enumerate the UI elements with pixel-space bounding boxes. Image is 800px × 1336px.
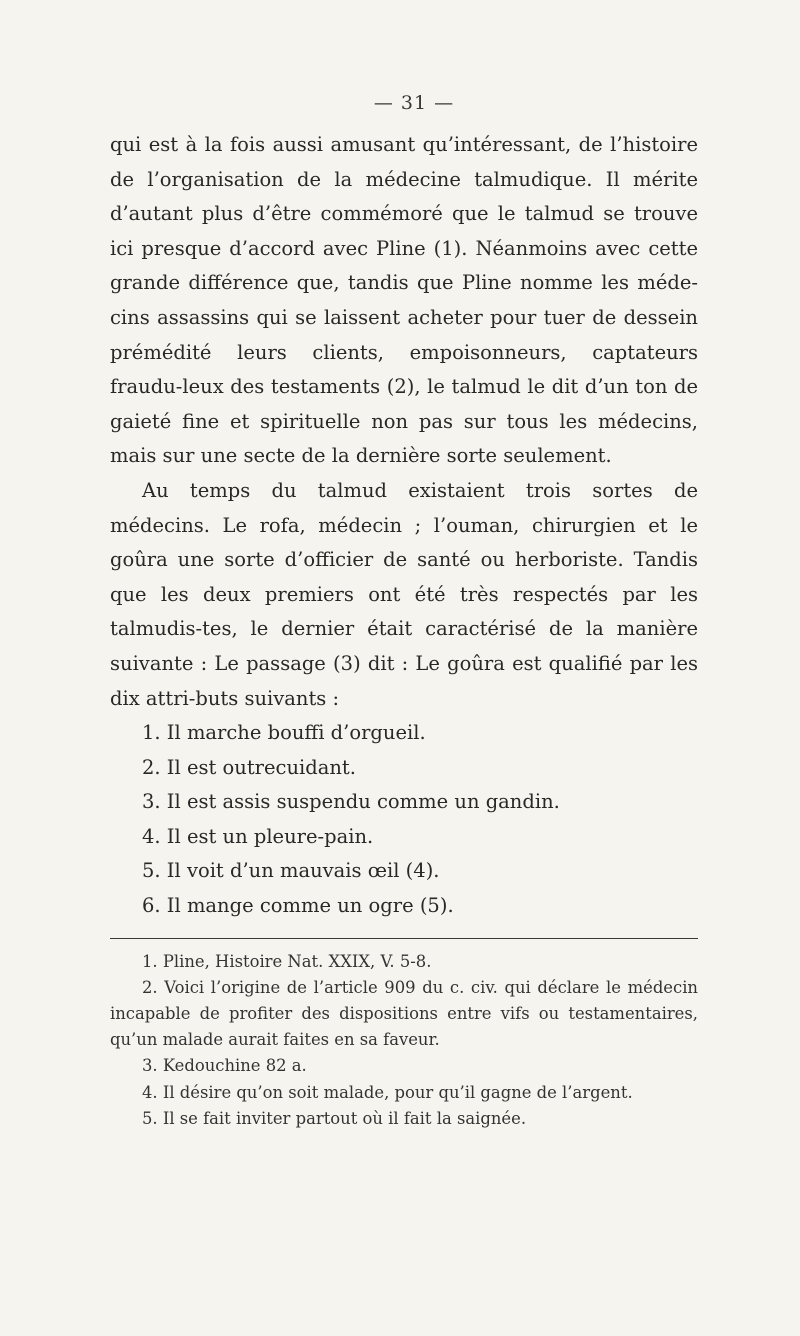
footnote-2: 2. Voici l’origine de l’article 909 du c. civ. qui déclare le médecin incapable de profiter des dispositions entre vifs ou testamentaires, qu’un malade aurait faites en sa faveur.: [110, 977, 698, 1050]
footnotes: [110, 949, 698, 1132]
footnote-1: 1. Pline, Histoire Nat. XXIX, V. 5-8.: [142, 951, 432, 971]
footnote-3: 3. Kedouchine 82 a.: [142, 1056, 307, 1076]
footnote-5: 5. Il se fait inviter partout où il fait la saignée.: [142, 1108, 527, 1128]
attributes-list: [110, 716, 698, 924]
list-item: 6. Il mange comme un ogre (5).: [142, 894, 454, 918]
page-number: — 31 —: [373, 92, 455, 114]
list-item: 3. Il est assis suspendu comme un gandin.: [142, 790, 560, 814]
paragraph-1: qui est à la fois aussi amusant qu’intéressant, de l’histoire de l’organisation de la médecine talmudique. Il mérite d’autant plus d’être commémoré que le talmud se trouve ici presque d’accord avec Pline (1). Néanmoins avec cette grande différence que, tandis que Pline nomme les méde-cins assassins qui se laissent acheter pour tuer de dessein prémédité leurs clients, empoisonneurs, captateurs fraudu-leux des testaments (2), le talmud le dit d’un ton de gaieté fine et spirituelle non pas sur tous les médecins, mais sur une secte de la dernière sorte seulement.: [110, 133, 698, 468]
list-item: 2. Il est outrecuidant.: [142, 755, 356, 779]
list-item: 1. Il marche bouffi d’orgueil.: [142, 721, 426, 745]
list-item: 5. Il voit d’un mauvais œil (4).: [142, 859, 440, 883]
paragraph-2: Au temps du talmud existaient trois sortes de médecins. Le rofa, médecin ; l’ouman, chirurgien et le goûra une sorte d’officier de santé ou herboriste. Tandis que les deux premiers ont été très respectés par les talmudis-tes, le dernier était caractérisé de la manière suivante : Le passage (3) dit : Le goûra est qualifié par les dix attri-buts suivants :: [110, 478, 698, 710]
footnote-4: 4. Il désire qu’on soit malade, pour qu’il gagne de l’argent.: [142, 1082, 633, 1102]
footnote-divider: [110, 938, 698, 939]
book-page: [110, 92, 698, 1132]
list-item: 4. Il est un pleure-pain.: [142, 824, 374, 848]
main-text: [110, 128, 698, 924]
